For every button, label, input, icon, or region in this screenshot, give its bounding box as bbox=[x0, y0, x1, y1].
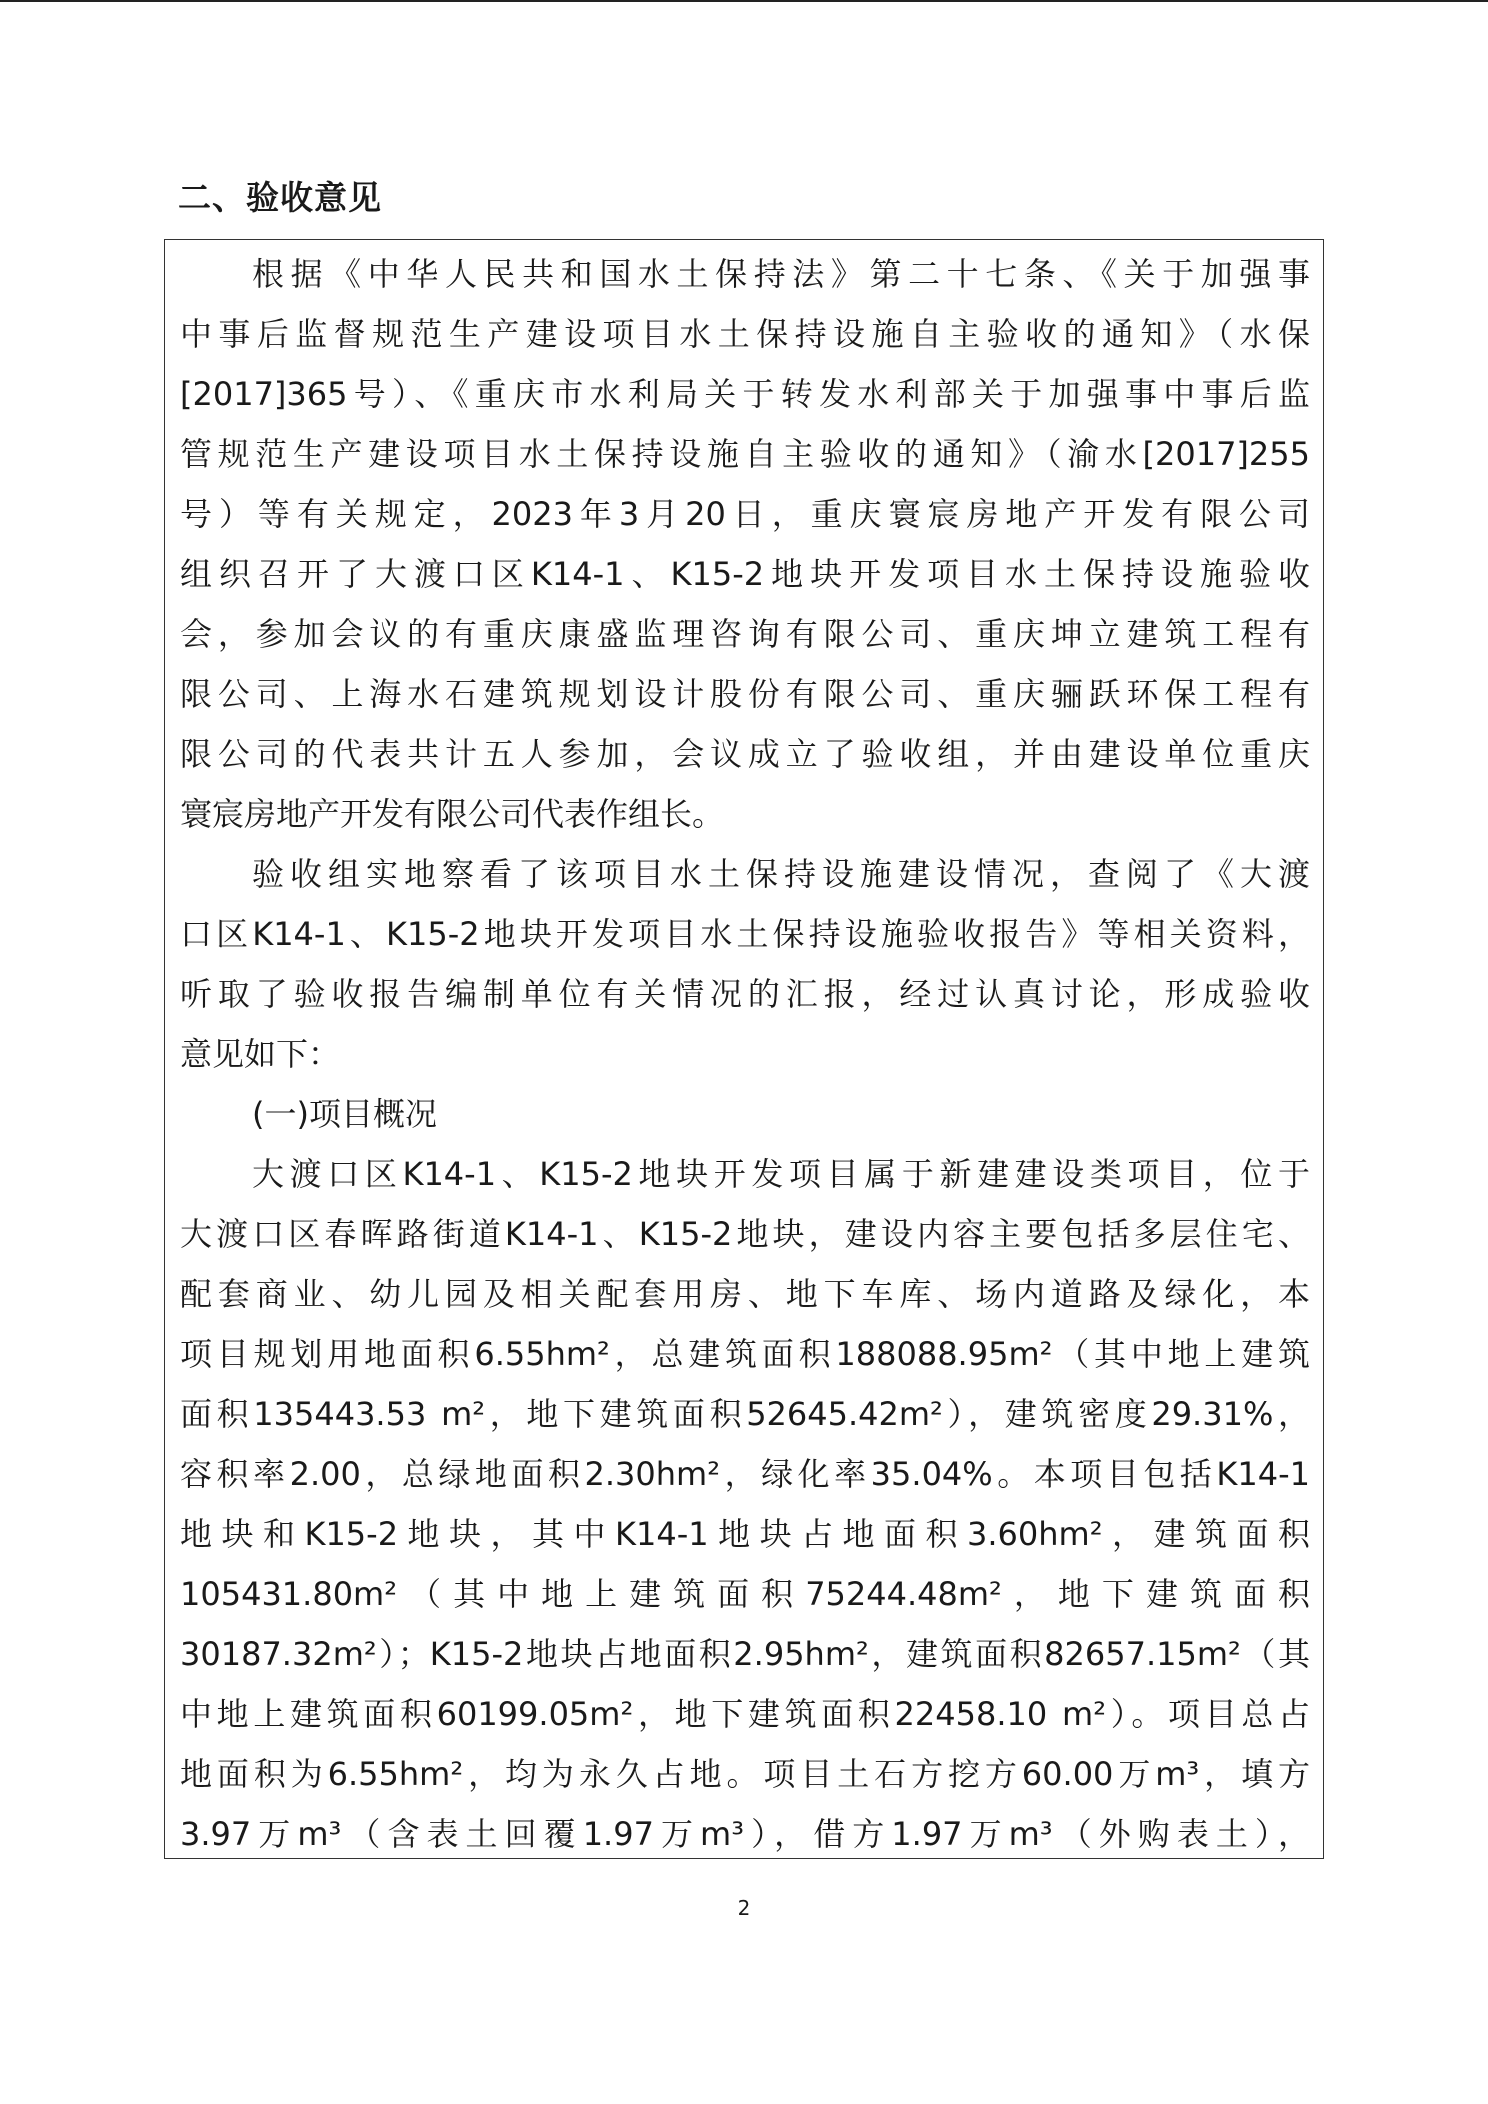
paragraph-line: 组织召开了大渡口区K14-1、K15-2地块开发项目水土保持设施验收 bbox=[180, 555, 1310, 593]
paragraph-line: 大渡口区春晖路街道K14-1、K15-2地块，建设内容主要包括多层住宅、 bbox=[180, 1215, 1310, 1253]
paragraph-line: 配套商业、幼儿园及相关配套用房、地下车库、场内道路及绿化，本 bbox=[180, 1275, 1310, 1313]
paragraph-line: 105431.80m²（其中地上建筑面积75244.48m²，地下建筑面积 bbox=[180, 1575, 1310, 1613]
subsection-heading: (一)项目概况 bbox=[252, 1095, 437, 1133]
paragraph-line: 口区K14-1、K15-2地块开发项目水土保持设施验收报告》等相关资料， bbox=[180, 915, 1310, 953]
paragraph-line: 30187.32m²）；K15-2地块占地面积2.95hm²，建筑面积82657.15m²（其 bbox=[180, 1635, 1310, 1673]
paragraph-line: 中地上建筑面积60199.05m²，地下建筑面积22458.10 m²）。项目总占 bbox=[180, 1695, 1310, 1733]
paragraph-line: 限公司的代表共计五人参加，会议成立了验收组，并由建设单位重庆 bbox=[180, 735, 1310, 773]
paragraph-line: 面积135443.53 m²，地下建筑面积52645.42m²），建筑密度29.31%， bbox=[180, 1395, 1310, 1433]
paragraph-line: 意见如下： bbox=[180, 1035, 341, 1073]
paragraph-line: 会，参加会议的有重庆康盛监理咨询有限公司、重庆坤立建筑工程有 bbox=[180, 615, 1310, 653]
paragraph-line: 管规范生产建设项目水土保持设施自主验收的通知》（渝水[2017]255 bbox=[180, 435, 1310, 473]
paragraph-line: 号）等有关规定，2023年3月20日，重庆寰宸房地产开发有限公司 bbox=[180, 495, 1310, 533]
paragraph-line: 地面积为6.55hm²，均为永久占地。项目土石方挖方60.00万m³，填方 bbox=[180, 1755, 1310, 1793]
paragraph-line: 根据《中华人民共和国水土保持法》第二十七条、《关于加强事 bbox=[252, 255, 1310, 293]
paragraph-line: [2017]365号）、《重庆市水利局关于转发水利部关于加强事中事后监 bbox=[180, 375, 1310, 413]
paragraph-line: 寰宸房地产开发有限公司代表作组长。 bbox=[180, 795, 725, 833]
paragraph-line: 验收组实地察看了该项目水土保持设施建设情况，查阅了《大渡 bbox=[252, 855, 1310, 893]
paragraph-line: 地块和K15-2地块，其中K14-1地块占地面积3.60hm²，建筑面积 bbox=[180, 1515, 1310, 1553]
paragraph-line: 听取了验收报告编制单位有关情况的汇报，经过认真讨论，形成验收 bbox=[180, 975, 1310, 1013]
paragraph-line: 大渡口区K14-1、K15-2地块开发项目属于新建建设类项目，位于 bbox=[252, 1155, 1310, 1193]
paragraph-line: 项目规划用地面积6.55hm²，总建筑面积188088.95m²（其中地上建筑 bbox=[180, 1335, 1310, 1373]
paragraph-line: 中事后监督规范生产建设项目水土保持设施自主验收的通知》（水保 bbox=[180, 315, 1310, 353]
paragraph-line: 限公司、上海水石建筑规划设计股份有限公司、重庆骊跃环保工程有 bbox=[180, 675, 1310, 713]
page-number: 2 bbox=[737, 1896, 751, 1920]
top-border-line bbox=[0, 0, 1488, 2]
paragraph-line: 容积率2.00，总绿地面积2.30hm²，绿化率35.04%。本项目包括K14-1 bbox=[180, 1455, 1310, 1493]
paragraph-line: 3.97万m³（含表土回覆1.97万m³），借方1.97万m³（外购表土）， bbox=[180, 1815, 1310, 1853]
section-heading: 二、验收意见 bbox=[178, 178, 382, 217]
